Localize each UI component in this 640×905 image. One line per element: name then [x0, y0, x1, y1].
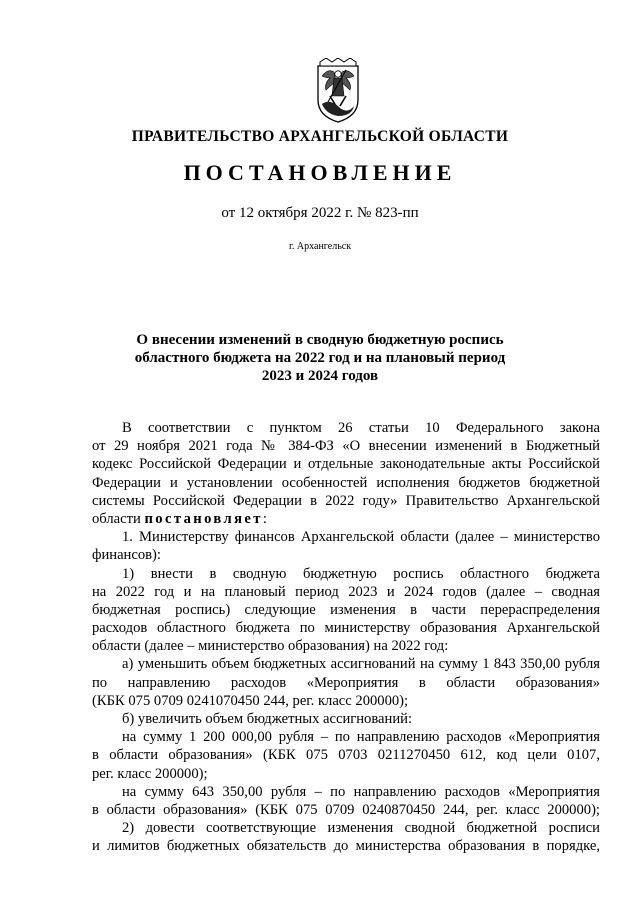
body-line: области (далее – министерство образования) на 2022 год:: [92, 638, 449, 655]
body-line: рег. класс 200000);: [92, 765, 208, 782]
body-line: по направлению расходов «Мероприятия в области образования»: [92, 674, 600, 691]
body-line: (КБК 075 0709 0241070450 244, рег. класс 200000);: [92, 692, 409, 709]
body-line: бюджетная роспись) следующие изменения в части перераспределения: [92, 601, 600, 618]
body-line: расходов областного бюджета по министерству образования Архангельской: [92, 620, 600, 637]
body-line: 1. Министерству финансов Архангельской области (далее – министерство: [122, 529, 600, 546]
document-title-line: областного бюджета на 2022 год и на плановый период: [134, 350, 506, 366]
body-line: кодекс Российской Федерации и отдельные законодательные акты Российской: [92, 456, 600, 473]
body-line: системы Российской Федерации в 2022 году» Правительство Архангельской: [92, 492, 600, 509]
body-line: финансов):: [92, 547, 161, 564]
body-line: 2) довести соответствующие изменения сводной бюджетной росписи: [122, 820, 600, 837]
body-line: В соответствии с пунктом 26 статьи 10 Федерального закона: [122, 420, 600, 436]
body-line: б) увеличить объем бюджетных ассигнований:: [122, 711, 413, 727]
body-text: области: [92, 510, 145, 527]
body-line: на сумму 643 350,00 рубля – по направлению расходов «Мероприятия: [122, 783, 600, 800]
coat-of-arms-icon: [312, 58, 364, 124]
body-line: на 2022 год и на плановый период 2023 и 2024 годов (далее – сводная: [92, 583, 600, 600]
body-line: на сумму 1 200 000,00 рубля – по направлению расходов «Мероприятия: [122, 729, 600, 746]
body-line: в области образования» (КБК 075 0703 0211270450 612, код цели 0107,: [92, 747, 600, 764]
body-line: а) уменьшить объем бюджетных ассигнований на сумму 1 843 350,00 рубля: [122, 656, 600, 673]
body-line: от 29 ноября 2021 года № 384-ФЗ «О внесении изменений в Бюджетный: [92, 438, 600, 455]
body-line: Федерации и установлении особенностей исполнения бюджетов бюджетной: [92, 474, 600, 491]
document-title-line: О внесении изменений в сводную бюджетную роспись: [136, 332, 504, 348]
document-type: ПОСТАНОВЛЕНИЕ: [183, 160, 457, 185]
document-body: [92, 419, 600, 856]
city: г. Архангельск: [288, 241, 352, 252]
document-title-line: 2023 и 2024 годов: [261, 368, 379, 384]
body-line: [92, 510, 600, 528]
date-and-number: от 12 октября 2022 г. № 823-пп: [221, 205, 419, 221]
body-text: :: [262, 510, 267, 527]
organization-name: ПРАВИТЕЛЬСТВО АРХАНГЕЛЬСКОЙ ОБЛАСТИ: [131, 128, 509, 145]
decree-keyword: постановляет: [144, 510, 263, 527]
body-line: 1) внести в сводную бюджетную роспись областного бюджета: [122, 565, 600, 582]
body-line: в области образования» (КБК 075 0709 0240870450 244, рег. класс 200000);: [92, 801, 600, 818]
body-line: и лимитов бюджетных обязательств до министерства образования в порядке,: [92, 838, 600, 855]
